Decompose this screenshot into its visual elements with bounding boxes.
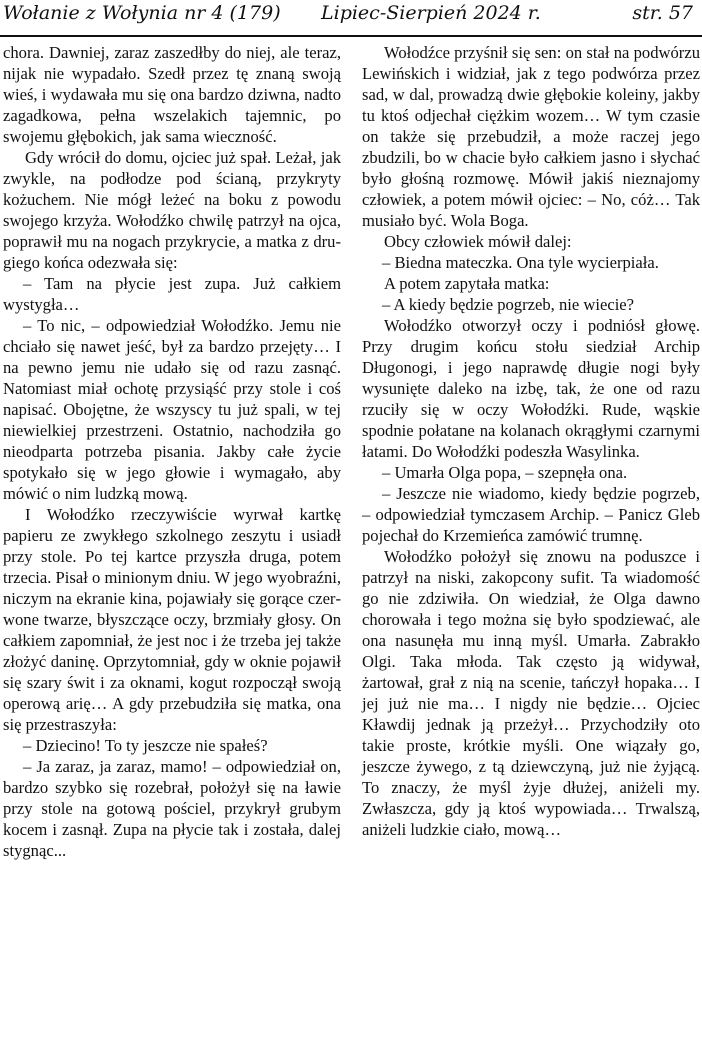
paragraph: Gdy wrócił do domu, ojciec już spał. Leżał, jak zwykle, na podłodze pod ścianą, przykryty kożuchem. Nie mógł leżeć na boku z powodu swojego krzyża. Wołodźko chwilę patrzył na ojca, poprawił mu na nogach przykrycie, a matka z drugiego końca odezwała się:	[3, 148, 341, 272]
page-number: str. 57	[632, 2, 693, 24]
dialogue-line: – Biedna mateczka. Ona tyle wycierpiała.	[382, 253, 659, 272]
running-header	[0, 0, 702, 34]
dialogue-line: – Dziecino! To ty jeszcze nie spałeś?	[23, 736, 268, 755]
paragraph: chora. Dawniej, zaraz zaszedłby do niej, ale teraz, nijak nie wypadało. Szedł przez tę znaną swoją wieś, i wydawała mu się ona bardzo dziwna, nadto zagadkowa, pełna wszelakich tajemnic, po swojemu głębokich, jak sama wieczność.	[3, 43, 341, 146]
dialogue-line: – Jeszcze nie wiadomo, kiedy będzie pogrzeb, – odpowiedział tymczasem Archip. – Panicz Gleb pojechał do Krzemieńca zamówić trumnę.	[362, 484, 700, 545]
paragraph: A potem zapytała matka:	[384, 274, 550, 293]
right-column	[362, 42, 700, 840]
paragraph: Obcy człowiek mówił dalej:	[384, 232, 572, 251]
journal-title: Wołanie z Wołynia nr 4 (179)	[3, 2, 281, 24]
dialogue-line: – Tam na płycie jest zupa. Już całkiem wystygła…	[3, 274, 341, 314]
paragraph: Wołodźko położył się znowu na poduszce i patrzył na niski, zakopcony sufit. Ta wiadomość go nie zdziwiła. On wiedział, że Olga dawno chorowała i tego można się było spodziewać, ale ona nasunęła mu inną myśl. Umarła. Zabrakło Olgi. Taka młoda. Tak często ją widywał, żartował, grał z nią na scenie, tańczył hopaka… I jej już nie ma… I nigdy nie będzie… Ojciec Kławdij jednak ją przeżył… Przychodziły oto takie proste, krótkie myśli. One wiązały go, jeszcze żywego, z tą dziewczyną, już nie żyjącą. To znaczy, że myśl żyje dłużej, aniżeli my. Zwłaszcza, gdy ją ktoś wypowiada… Trwalszą, aniżeli ludzkie ciało, mową…	[362, 547, 700, 839]
paragraph: Wołodźce przyśnił się sen: on stał na podwórzu Lewińskich i widział, jak z tego podwórza przez sad, w dal, prowadzą dwie głębokie koleiny, jakby tu ktoś odjechał ciężkim wozem… W tym czasie on także się przebudził, a może raczej jego zbudzili, bo w chacie było całkiem jasno i słychać było głośną rozmowę. Mówił jakiś nieznajomy człowiek, a potem mówił ojciec: – No, cóż… Tak musiało być. Wola Boga.	[362, 43, 700, 230]
header-rule	[0, 35, 702, 37]
paragraph: I Wołodźko rzeczywiście wyrwał kartkę papieru ze zwykłego szkolnego zeszytu i usiadł przy stole. Po tej kartce przyszła druga, potem trzecia. Pisał o minionym dniu. W jego wyobraźni, niczym na ekranie kina, pojawiały się gorące czerwone twarze, błyszczące oczy, brzmiały głosy. On całkiem zapomniał, że jest noc i że trzeba jej także złożyć daninę. Oprzytomniał, gdy w oknie pojawił się szary świt i za oknami, kogut rozpoczął swoją operową arię… A gdy przebudziła się matka, ona się przestraszyła:	[3, 505, 341, 734]
dialogue-line: – Umarła Olga popa, – szepnęła ona.	[382, 463, 628, 482]
dialogue-line: – A kiedy będzie pogrzeb, nie wiecie?	[382, 295, 635, 314]
issue-date: Lipiec-Sierpień 2024 r.	[321, 2, 541, 24]
left-column	[3, 42, 341, 861]
dialogue-line: – Ja zaraz, ja zaraz, mamo! – odpowiedział on, bardzo szybko się rozebrał, położył się na ławie przy stole na gotową pościel, przykrył grubym kocem i zasnął. Zupa na płycie tak i została, dalej stygnąc...	[3, 757, 341, 860]
paragraph: Wołodźko otworzył oczy i podniósł głowę. Przy drugim końcu stołu siedział Archip Długonogi, i jego naprawdę długie nogi były wysunięte daleko na izbę, tak, że one od razu rzuciły się w oczy Wołodźki. Rude, wąskie spodnie połatane na kolanach okrągłymi czarnymi łatami. Do Wołodźki podeszła Wasylinka.	[362, 316, 700, 461]
dialogue-line: – To nic, – odpowiedział Wołodźko. Jemu nie chciało się nawet jeść, był za bardzo przejęty… I na pewno jemu nie udało się od razu zasnąć. Natomiast miał ochotę przysiąść przy stole i coś napisać. Obojętne, że wszyscy tu już spali, w tej niewielkiej przestrzeni. Ostatnio, nachodziła go nieodparta potrzeba pisania. Jakby całe życie spotykało się w jego głowie i wymagało, aby mówić o nim ludzką mową.	[3, 316, 341, 503]
